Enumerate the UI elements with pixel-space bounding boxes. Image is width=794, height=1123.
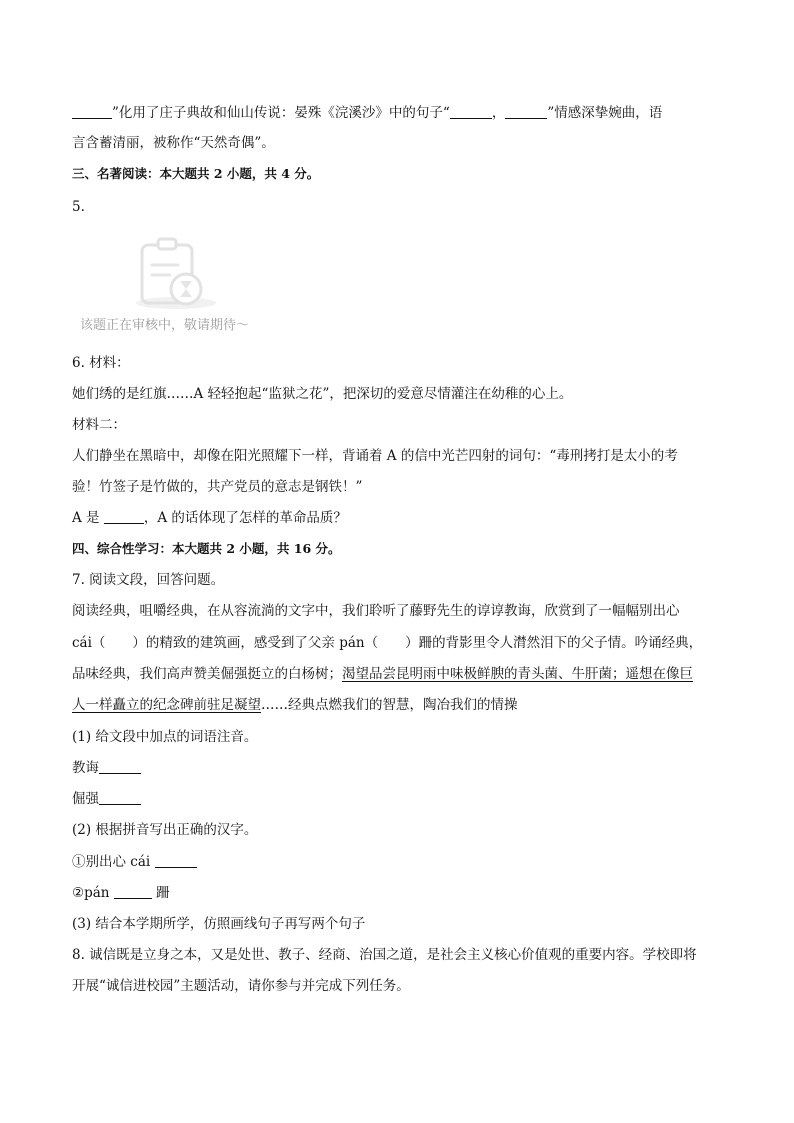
question-6-material-1: 她们绣的是红旗……A 轻轻抱起“监狱之花”，把深切的爱意尽情灌注在幼稚的心上。: [72, 386, 573, 402]
answer-blank[interactable]: [104, 509, 144, 524]
question-8-line-2: 开展“诚信进校园”主题活动，请你参与并完成下列任务。: [72, 978, 410, 994]
question-7-title: 7. 阅读文段，回答问题。: [72, 572, 225, 588]
question-6-prompt: A 是 ，A 的话体现了怎样的革命品质？: [72, 510, 347, 526]
text-line-2: 言含蓄清丽，被称作“天然奇偶”。: [72, 135, 275, 151]
question-7-passage-line-2: cái（ ）的精致的建筑画，感受到了父亲 pán（ ）跚的背影里令人潸然泪下的父子情。吟诵经典，: [72, 635, 703, 651]
answer-blank[interactable]: [505, 104, 547, 119]
question-6-title: 6. 材料：: [72, 355, 130, 371]
underlined-sentence: 渴望品尝昆明雨中味极鲜腴的青头菌、牛肝菌；遥想在像巨: [342, 666, 693, 682]
question-7-sub-1b: 倔强: [72, 789, 722, 809]
question-8-line-1: 8. 诚信既是立身之本，又是处世、教子、经商、治国之道，是社会主义核心价值观的重要内容。学校即将: [72, 947, 697, 963]
answer-blank[interactable]: [99, 790, 141, 805]
underlined-sentence: 人一样矗立的纪念碑前驻足凝望: [72, 697, 261, 713]
placeholder-caption: 该题正在审核中，敬请期待～: [80, 318, 250, 333]
question-7-sub-1a: 教诲: [72, 758, 722, 778]
question-6-material-2-line-2: 验！竹签子是竹做的，共产党员的意志是钢铁！”: [72, 479, 363, 495]
question-7-sub-2: (2) 根据拼音写出正确的汉字。: [72, 822, 258, 838]
text-line-1: ”化用了庄子典故和仙山传说：晏殊《浣溪沙》中的句子“ ， ”情感深挚婉曲，语: [72, 103, 722, 123]
question-7-sub-2b: ②pán 跚: [72, 885, 170, 901]
question-number-5: 5.: [72, 199, 85, 215]
question-7-passage-line-4: 人一样矗立的纪念碑前驻足凝望……经典点燃我们的智慧，陶冶我们的情操: [72, 697, 518, 713]
section-heading-3: 三、名著阅读：本大题共 2 小题，共 4 分。: [72, 166, 320, 181]
question-7-sub-2a: ①别出心 cái: [72, 852, 722, 872]
section-heading-4: 四、综合性学习：本大题共 2 小题，共 16 分。: [72, 541, 341, 556]
question-6-material-2-line-1: 人们静坐在黑暗中，却像在阳光照耀下一样，背诵着 A 的信中光芒四射的词句：“毒刑拷打是太小的考: [72, 448, 678, 464]
clipboard-hourglass-icon: [78, 235, 278, 315]
question-6-material-2-label: 材料二：: [72, 417, 126, 433]
answer-blank[interactable]: [155, 853, 197, 868]
answer-blank[interactable]: [72, 104, 112, 119]
question-7-passage-line-3: 品味经典，我们高声赞美倔强挺立的白杨树；渴望品尝昆明雨中味极鲜腴的青头菌、牛肝菌；遥想在像巨: [72, 666, 693, 682]
answer-blank[interactable]: [99, 759, 141, 774]
answer-blank[interactable]: [450, 104, 492, 119]
question-7-sub-3: (3) 结合本学期所学，仿照画线句子再写两个句子: [72, 916, 366, 932]
question-7-passage-line-1: 阅读经典，咀嚼经典，在从容流淌的文字中，我们聆听了藤野先生的谆谆教诲，欣赏到了一幅幅别出心: [72, 603, 680, 619]
question-7-sub-1: (1) 给文段中加点的词语注音。: [72, 729, 258, 745]
answer-blank[interactable]: [114, 884, 152, 899]
